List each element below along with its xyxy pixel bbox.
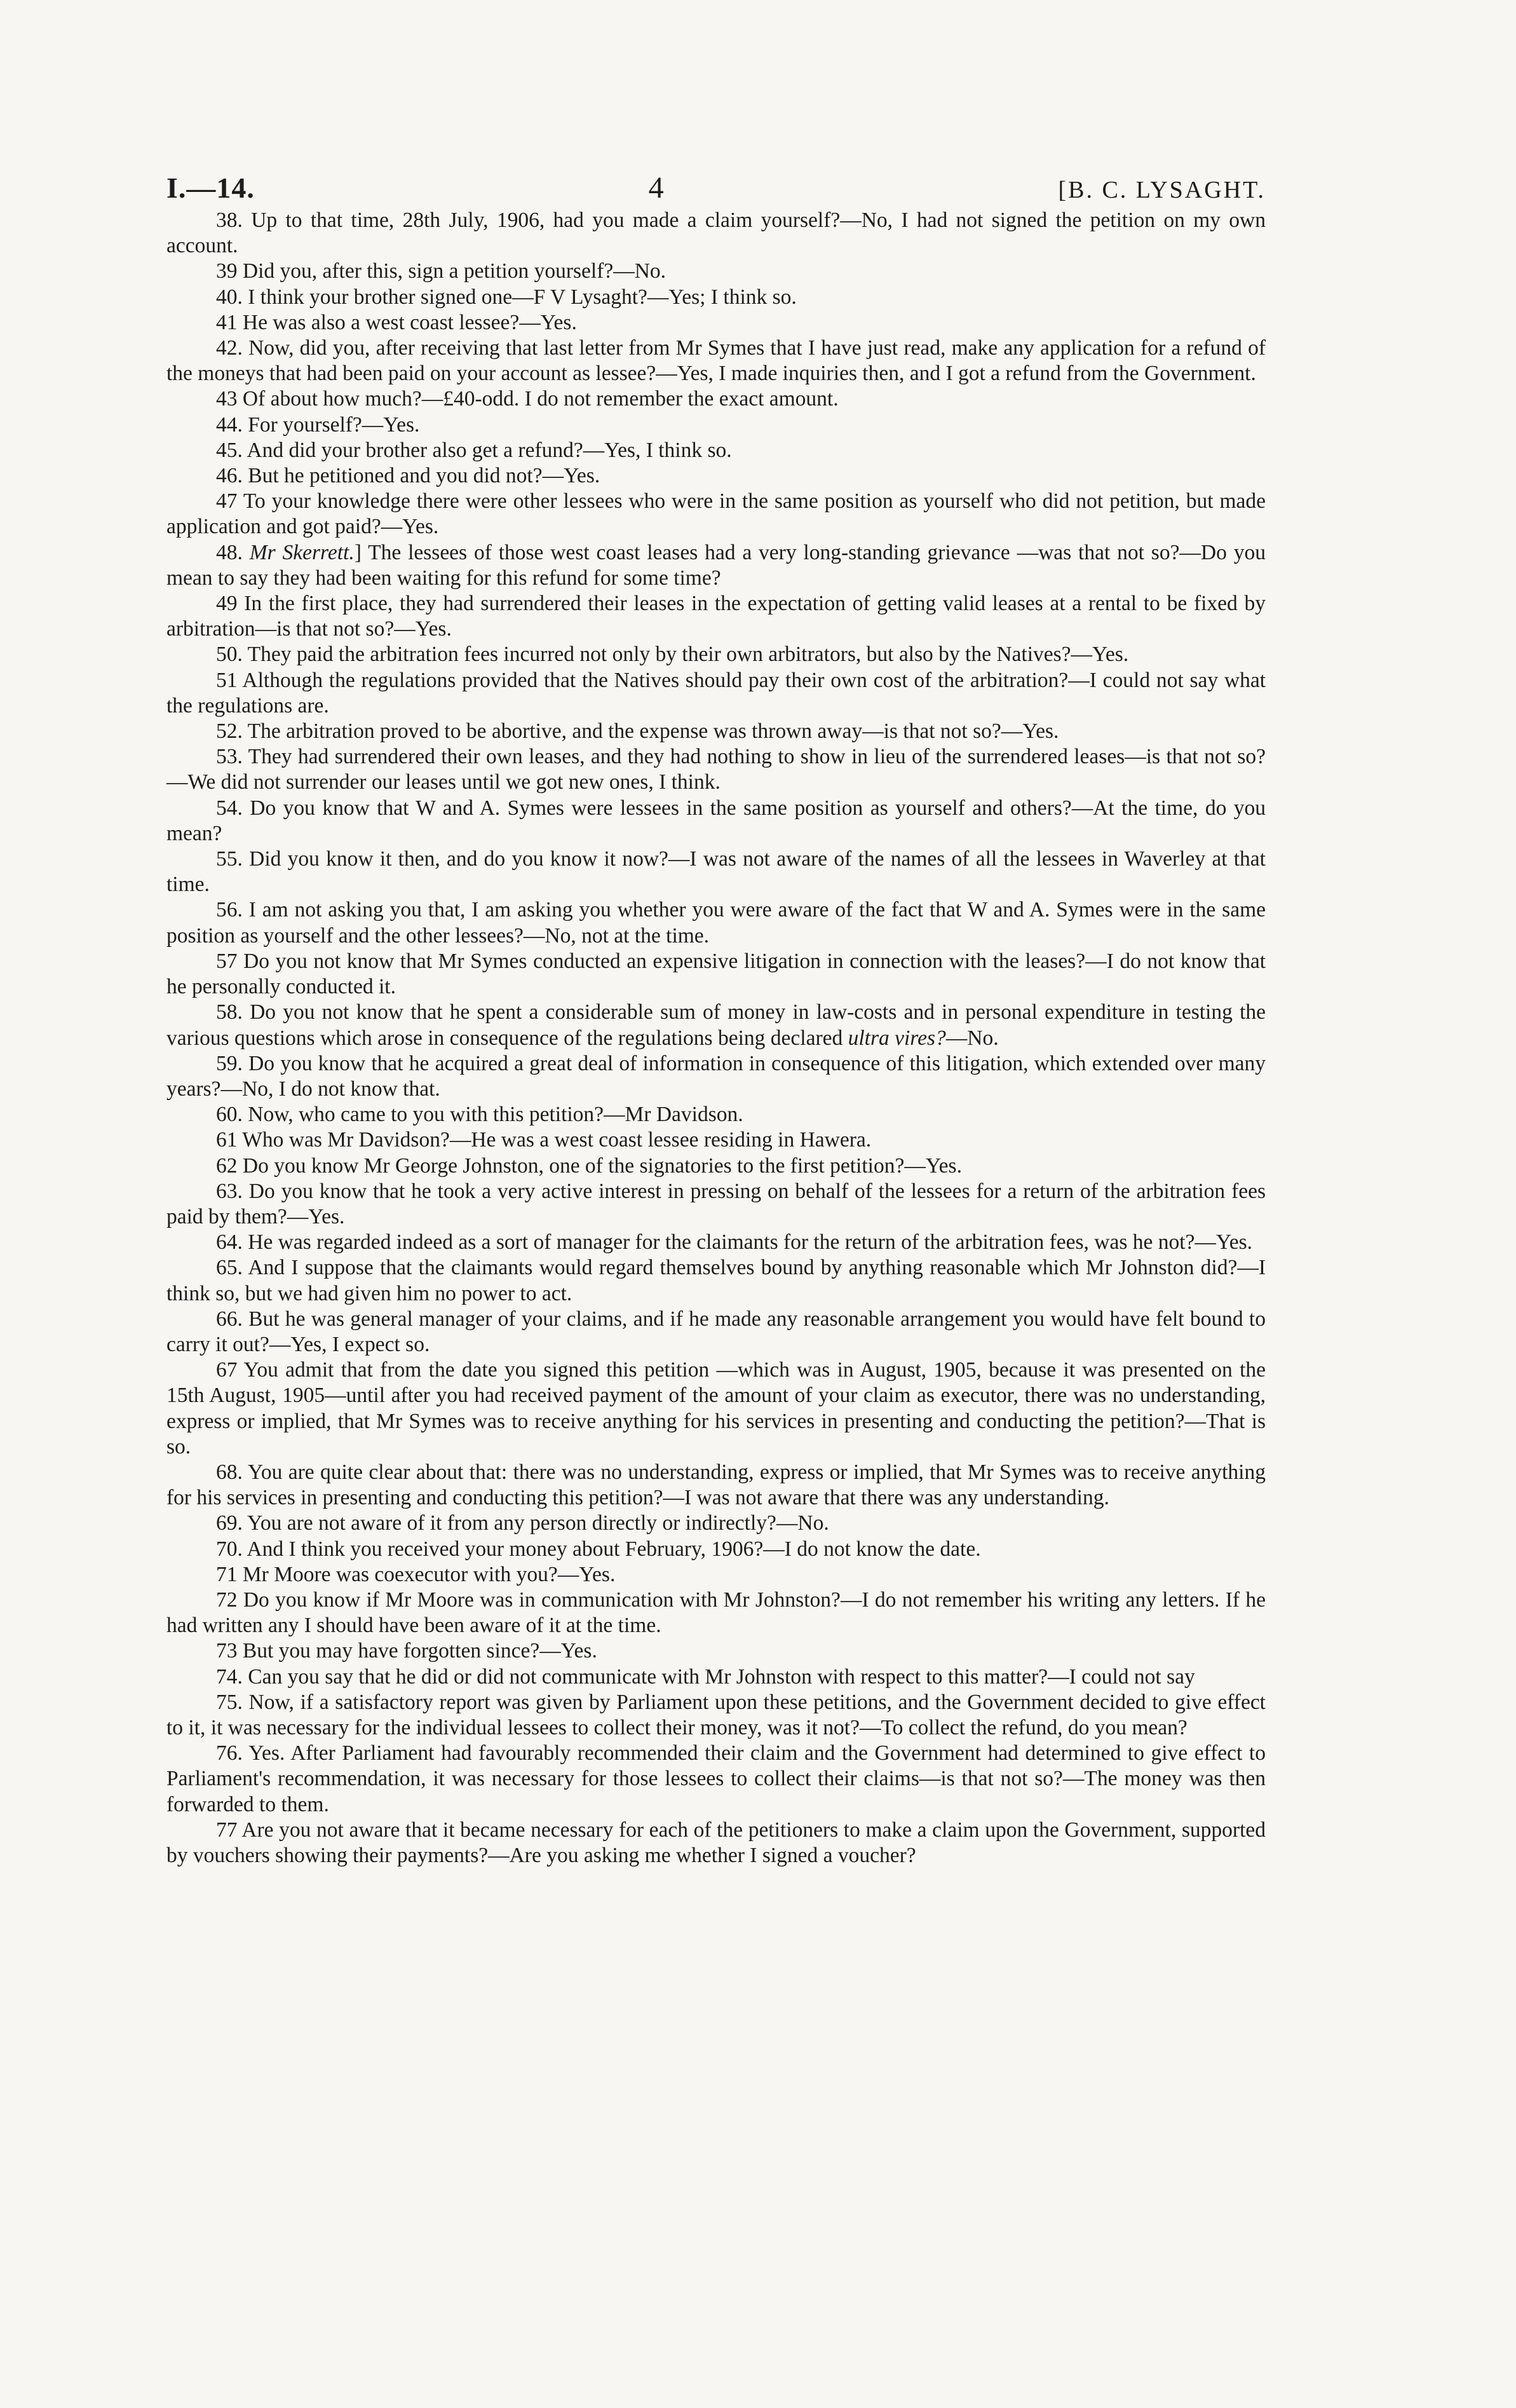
paragraph-text: 44. For yourself?—Yes. xyxy=(216,412,420,437)
paragraph-text: 71 Mr Moore was coexecutor with you?—Yes. xyxy=(216,1562,616,1586)
paragraph-text: 47 To your knowledge there were other lessees who were in the same position as yourself who did not petition, but made application and got paid?—Yes. xyxy=(166,489,1266,539)
question-paragraph xyxy=(166,719,1266,744)
paragraph-text: 59. Do you know that he acquired a great deal of information in consequence of this litigation, which extended over many years?—No, I do not know that. xyxy=(166,1051,1266,1101)
paragraph-text: 53. They had surrendered their own leases, and they had nothing to show in lieu of the surrendered leases—is that not so?—We did not surrender our leases until we got new ones, I think. xyxy=(166,745,1266,794)
answer-text: —No. xyxy=(945,1026,999,1050)
paragraph-text: 49 In the first place, they had surrendered their leases in the expectation of getting valid leases at a rental to be fixed by arbitration—is that not so?—Yes. xyxy=(166,592,1266,641)
paragraph-text: 61 Who was Mr Davidson?—He was a west coast lessee residing in Hawera. xyxy=(216,1128,872,1152)
question-paragraph xyxy=(166,642,1266,667)
question-paragraph xyxy=(166,208,1266,259)
question-paragraph xyxy=(166,1153,1266,1179)
witness-name: [B. C. LYSAGHT. xyxy=(1058,177,1266,203)
question-paragraph xyxy=(166,1127,1266,1153)
page-number: 4 xyxy=(648,171,665,205)
question-paragraph xyxy=(166,412,1266,438)
question-paragraph xyxy=(166,1511,1266,1536)
question-paragraph xyxy=(166,1588,1266,1638)
paragraph-text: 57 Do you not know that Mr Symes conducted an expensive litigation in connection with the leases?—I do not know that he personally conducted it. xyxy=(166,949,1266,999)
paragraph-text: 58. Do you not know that he spent a considerable sum of money in law-costs and in personal expenditure in testing the various questions which arose in consequence of the regulations being declared xyxy=(166,1000,1266,1050)
paragraph-text: 66. But he was general manager of your claims, and if he made any reasonable arrangement you would have felt bound to carry it out?—Yes, I expect so. xyxy=(166,1307,1266,1356)
italic-term: ultra vires? xyxy=(848,1026,946,1050)
paragraph-text: 68. You are quite clear about that: there was no understanding, express or implied, that Mr Symes was to receive anything for his services in presenting and conducting this petition?—I was not aware that there was any understanding. xyxy=(166,1460,1266,1510)
paragraph-text: 38. Up to that time, 28th July, 1906, had you made a claim yourself?—No, I had not signed the petition on my own account. xyxy=(166,208,1266,258)
paragraph-text: 75. Now, if a satisfactory report was given by Parliament upon these petitions, and the Government decided to give effect to it, it was necessary for the individual lessees to collect their money, was it not?—To collect the refund, do you mean? xyxy=(166,1690,1266,1739)
question-paragraph xyxy=(166,1460,1266,1511)
question-paragraph xyxy=(166,336,1266,386)
question-paragraph xyxy=(166,1562,1266,1588)
paragraph-text: ] The lessees of those west coast leases had a very long-standing grievance —was that not so?—Do you mean to say they had been waiting for this refund for some time? xyxy=(166,540,1266,590)
evidence-text xyxy=(166,208,1266,1868)
question-paragraph xyxy=(166,285,1266,310)
paragraph-text: 50. They paid the arbitration fees incurred not only by their own arbitrators, but also by the Natives?—Yes. xyxy=(216,643,1129,667)
question-paragraph xyxy=(166,897,1266,948)
document-page xyxy=(166,170,1266,1868)
paragraph-text: 63. Do you know that he took a very active interest in pressing on behalf of the lessees for a return of the arbitration fees paid by them?—Yes. xyxy=(166,1179,1266,1228)
paragraph-text: 64. He was regarded indeed as a sort of manager for the claimants for the return of the arbitration fees, was he not?—Yes. xyxy=(216,1230,1253,1255)
question-paragraph xyxy=(166,1537,1266,1562)
paragraph-text: 54. Do you know that W and A. Symes were lessees in the same position as yourself and others?—At the time, do you mean? xyxy=(166,796,1266,845)
question-paragraph xyxy=(166,438,1266,463)
question-paragraph xyxy=(166,1357,1266,1460)
paragraph-text: 60. Now, who came to you with this petition?—Mr Davidson. xyxy=(216,1103,743,1127)
paragraph-text: 45. And did your brother also get a refund?—Yes, I think so. xyxy=(216,438,732,462)
question-paragraph xyxy=(166,1818,1266,1868)
paragraph-text: 56. I am not asking you that, I am asking you whether you were aware of the fact that W and A. Symes were in the same position as yourself and the other lessees?—No, not at the time. xyxy=(166,898,1266,948)
question-paragraph xyxy=(166,668,1266,719)
question-paragraph xyxy=(166,1179,1266,1230)
paragraph-text: 70. And I think you received your money about February, 1906?—I do not know the date. xyxy=(216,1537,981,1561)
question-paragraph xyxy=(166,1638,1266,1664)
paragraph-text: 51 Although the regulations provided that the Natives should pay their own cost of the arbitration?—I could not say what the regulations are. xyxy=(166,668,1266,718)
paragraph-text: 76. Yes. After Parliament had favourably recommended their claim and the Government had determined to give effect to Parliament's recommendation, it was necessary for those lessees to collect their claims—is that not so?—The money was then forwarded to them. xyxy=(166,1741,1266,1816)
question-paragraph xyxy=(166,310,1266,336)
question-paragraph xyxy=(166,489,1266,540)
paragraph-text: 55. Did you know it then, and do you know it now?—I was not aware of the names of all the lessees in Waverley at that time. xyxy=(166,847,1266,897)
paragraph-number: 48. xyxy=(216,540,250,564)
paper-reference: I.—14. xyxy=(166,172,255,204)
paragraph-text: 73 But you may have forgotten since?—Yes. xyxy=(216,1639,597,1663)
question-paragraph xyxy=(166,540,1266,591)
paragraph-text: 72 Do you know if Mr Moore was in communication with Mr Johnston?—I do not remember his writing any letters. If he had written any I should have been aware of it at the time. xyxy=(166,1588,1266,1638)
question-paragraph xyxy=(166,1230,1266,1255)
question-paragraph xyxy=(166,796,1266,847)
question-paragraph xyxy=(166,847,1266,897)
question-paragraph xyxy=(166,386,1266,412)
question-paragraph xyxy=(166,591,1266,642)
paragraph-text: 67 You admit that from the date you signed this petition —which was in August, 1905, because it was presented on the 15th August, 1905—until after you had received payment of the amount of your claim as executor, there was no understanding, express or implied, that Mr Symes was to receive anything for his services in presenting and conducting the petition?—That is so. xyxy=(166,1358,1266,1459)
paragraph-text: 43 Of about how much?—£40-odd. I do not remember the exact amount. xyxy=(216,387,839,411)
paragraph-text: 46. But he petitioned and you did not?—Yes. xyxy=(216,464,600,488)
paragraph-text: 52. The arbitration proved to be abortive, and the expense was thrown away—is that not so?—Yes. xyxy=(216,719,1059,744)
speaker-name: Mr Skerrett. xyxy=(249,540,355,564)
question-paragraph xyxy=(166,744,1266,795)
question-paragraph xyxy=(166,1000,1266,1051)
question-paragraph xyxy=(166,259,1266,284)
paragraph-text: 41 He was also a west coast lessee?—Yes. xyxy=(216,310,577,334)
question-paragraph xyxy=(166,1741,1266,1818)
paragraph-text: 39 Did you, after this, sign a petition yourself?—No. xyxy=(216,259,667,283)
question-paragraph xyxy=(166,949,1266,1000)
question-paragraph xyxy=(166,1051,1266,1102)
paragraph-text: 65. And I suppose that the claimants would regard themselves bound by anything reasonable which Mr Johnston did?—I think so, but we had given him no power to act. xyxy=(166,1256,1266,1305)
question-paragraph xyxy=(166,1690,1266,1741)
paragraph-text: 62 Do you know Mr George Johnston, one of the signatories to the first petition?—Yes. xyxy=(216,1153,962,1178)
question-paragraph xyxy=(166,1664,1266,1690)
paragraph-text: 74. Can you say that he did or did not communicate with Mr Johnston with respect to this matter?—I could not say xyxy=(216,1664,1195,1689)
question-paragraph xyxy=(166,463,1266,489)
question-paragraph xyxy=(166,1255,1266,1306)
paragraph-text: 77 Are you not aware that it became necessary for each of the petitioners to make a claim upon the Government, supported by vouchers showing their payments?—Are you asking me whether I signed a voucher? xyxy=(166,1818,1266,1867)
paragraph-text: 69. You are not aware of it from any person directly or indirectly?—No. xyxy=(216,1511,829,1535)
paragraph-text: 42. Now, did you, after receiving that last letter from Mr Symes that I have just read, make any application for a refund of the moneys that had been paid on your account as lessee?—Yes, I made inquiries then, and I got a refund from the Government. xyxy=(166,336,1266,386)
page-header xyxy=(166,170,1266,205)
paragraph-text: 40. I think your brother signed one—F V Lysaght?—Yes; I think so. xyxy=(216,285,797,309)
question-paragraph xyxy=(166,1307,1266,1357)
question-paragraph xyxy=(166,1102,1266,1127)
